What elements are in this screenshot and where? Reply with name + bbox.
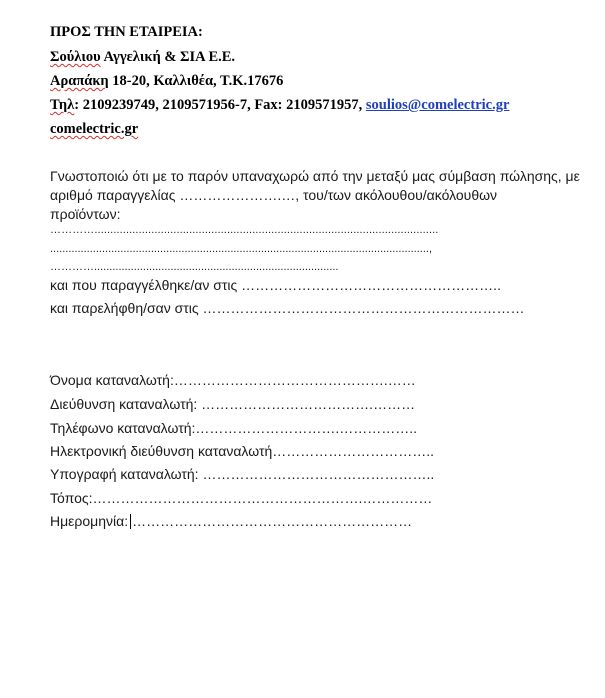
company-name-part-b: Αγγελική & ΣΙΑ Ε.Ε. xyxy=(100,49,236,65)
company-website xyxy=(50,121,138,138)
company-name xyxy=(50,49,235,66)
consumer-address-field: Διεύθυνση καταναλωτή: ……………………………….……… xyxy=(50,396,416,412)
website-text: comelectric.gr xyxy=(50,121,139,137)
contact-text: : 2109239749, 2109571956-7, Fax: 2109571957, xyxy=(74,97,366,113)
place-field: Τόπος:………………………………………………….…………… xyxy=(50,490,433,506)
products-dotted-line-3: …………................................................................................ xyxy=(50,261,339,273)
company-contacts xyxy=(50,97,509,114)
address-rest: 18-20, Καλλιθέα, Τ.Κ.17676 xyxy=(108,73,284,89)
company-name-part-a: Σούλιου xyxy=(50,49,101,65)
products-dotted-line-2: ............................................................................................................................, xyxy=(50,243,433,255)
company-address xyxy=(50,73,283,90)
contact-prefix: Τηλ xyxy=(50,97,75,113)
received-on-line: και παρελήφθη/σαν στις …………………………………………………………… xyxy=(50,300,525,316)
address-street: Αραπάκη xyxy=(50,73,109,89)
consumer-name-field: Όνομα καταναλωτή:……………………………………….…… xyxy=(50,372,416,388)
products-dotted-line-1: …………............................................................................................................. xyxy=(50,224,439,236)
date-field xyxy=(50,513,412,529)
text-cursor xyxy=(130,514,131,529)
withdrawal-statement-line-2: αριθμό παραγγελίας ………………….…, του/των ακόλουθου/ακόλουθων xyxy=(50,187,498,203)
date-label: Ημερομηνία: xyxy=(50,513,129,529)
withdrawal-statement-line-1: Γνωστοποιώ ότι με το παρόν υπαναχωρώ από την μεταξύ μας σύμβαση πώλησης, με xyxy=(50,168,580,184)
recipient-label xyxy=(50,24,203,41)
consumer-signature-field: Υπογραφή καταναλωτή: ………………………………………….. xyxy=(50,466,435,482)
consumer-email-field: Ηλεκτρονική διεύθυνση καταναλωτή…………………………….. xyxy=(50,443,435,459)
consumer-phone-field: Τηλέφωνο καταναλωτή:………………………….…………….. xyxy=(50,420,418,436)
withdrawal-statement-line-3: προϊόντων: xyxy=(50,206,121,222)
date-dots: …………………………………………………… xyxy=(132,513,413,529)
email-link[interactable]: soulios@comelectric.gr xyxy=(365,97,510,113)
recipient-label-text: ΠΡΟΣ ΤΗΝ ΕΤΑΙΡΕΙΑ: xyxy=(50,24,203,40)
ordered-on-line: και που παραγγέλθηκε/αν στις ……………………………………………….. xyxy=(50,277,501,293)
